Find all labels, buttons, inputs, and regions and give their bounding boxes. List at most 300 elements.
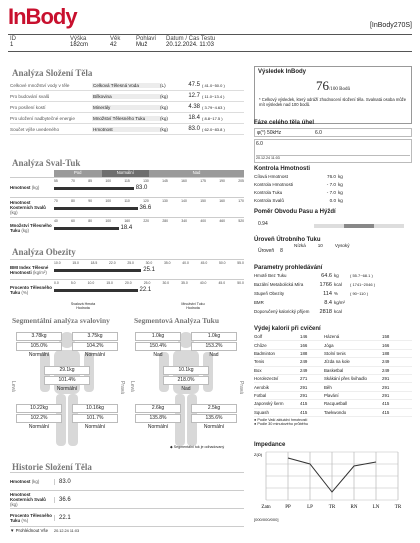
- energy-activity: Aerobik: [254, 384, 269, 390]
- bar-scale: [54, 261, 244, 265]
- energy-row: [254, 341, 412, 349]
- id-label: ID: [10, 36, 16, 42]
- history-label-text: Hmotnost: [10, 479, 31, 484]
- composition-desc: Pro posílení kostí: [10, 104, 46, 110]
- bar-tick: 70: [54, 198, 58, 203]
- weight-control-label: Kontrola Svalů: [254, 197, 284, 203]
- weight-control-unit: kg: [338, 189, 343, 195]
- weight-control-value: 0.0: [329, 197, 336, 203]
- composition-desc: Pro uložení nadbytečné energie: [10, 115, 75, 121]
- energy-row: [254, 333, 412, 341]
- score-panel: [254, 66, 412, 124]
- composition-row: [10, 124, 244, 135]
- bar-label: [10, 223, 54, 233]
- bar-tick: 60: [71, 218, 75, 223]
- weight-control-value: - 7.0: [326, 189, 336, 195]
- segment-cell: [16, 404, 62, 431]
- impedance-title: Impedance: [254, 442, 286, 448]
- composition-row: [10, 80, 244, 91]
- bar-area: [54, 199, 244, 217]
- bar-tick: 25.0: [127, 260, 134, 265]
- bar-label-unit: (kg): [10, 210, 18, 215]
- history-label-text: Hmotnost Kosterních Svalů: [10, 492, 46, 502]
- energy-kcal: 249: [300, 359, 308, 365]
- composition-range: ( 8.8~17.5 ): [202, 115, 223, 121]
- energy-row: [254, 367, 412, 375]
- param-row: [254, 280, 412, 289]
- energy-activity: Skákání přes švihadlo: [324, 376, 367, 382]
- energy-activity: Taekwondo: [324, 409, 347, 415]
- history-table: [10, 472, 244, 534]
- id-value: 1: [10, 42, 14, 48]
- segment-kg: 10.22kg: [16, 404, 62, 413]
- history-label: [10, 492, 54, 507]
- history-row: [10, 472, 244, 490]
- impedance-footer: [000/000/000]: [254, 517, 279, 522]
- bar-label: [10, 200, 54, 215]
- bar-fill: [54, 289, 138, 292]
- energy-activity: Házená: [324, 334, 340, 340]
- weight-control-value: - 7.0: [326, 181, 336, 187]
- history-label: [10, 479, 54, 484]
- energy-row: [254, 350, 412, 358]
- param-value: 2818: [319, 308, 332, 315]
- segment-pct: 101.4%: [44, 376, 90, 385]
- segment-right-label: Pravá: [238, 381, 244, 395]
- obesity-title: Analýza Obezity: [12, 247, 76, 257]
- bar-scale: [54, 179, 244, 183]
- muscle-fat-title: Analýza Sval-Tuk: [12, 158, 81, 168]
- energy-kcal: 291: [382, 376, 390, 382]
- bar-tick: 40.0: [199, 280, 207, 285]
- energy-activity: Box: [254, 367, 262, 373]
- composition-desc: Součet výše uvedeného: [10, 126, 60, 132]
- muscle-fat-table: [10, 170, 244, 237]
- energy-activity: Chůze: [254, 342, 267, 348]
- segment-status: Normální: [84, 424, 106, 430]
- bar-tick: 100: [105, 218, 111, 223]
- date-label: Datum / Čas Testu: [166, 36, 216, 42]
- energy-activity: Plavání: [324, 392, 339, 398]
- param-unit: kcal: [334, 309, 342, 314]
- bar-tick: 10.0: [87, 280, 95, 285]
- energy-activity: Basketbal: [324, 367, 344, 373]
- segment-cell: [44, 366, 90, 393]
- energy-panel: [254, 326, 412, 426]
- lean-legend-right: Hodnota: [76, 306, 90, 310]
- bar-tick: 340: [181, 218, 187, 223]
- bar-label-unit: (kg): [30, 185, 40, 190]
- composition-name: Minerály: [92, 105, 160, 110]
- bar-scale: [54, 199, 244, 203]
- history-footer: [10, 526, 244, 534]
- segment-cell: [191, 404, 237, 431]
- param-label: Hmotě Bez Tuku: [254, 273, 287, 278]
- model-label: [InBody270S]: [369, 22, 412, 29]
- bar-tick: 400: [200, 218, 206, 223]
- weight-control-row: [254, 196, 412, 204]
- bar-tick: 0.0: [54, 280, 59, 285]
- energy-row: [254, 409, 412, 417]
- segment-pct: 104.2%: [72, 342, 118, 351]
- param-range: ( 90~110 ): [350, 291, 369, 296]
- impedance-x-label: LN: [372, 505, 380, 510]
- energy-activity: Badminton: [254, 350, 275, 356]
- weight-control-value: 76.0: [327, 173, 336, 179]
- score-title: Výsledek InBody: [258, 69, 307, 75]
- bar-row: [10, 279, 244, 299]
- params-panel: [254, 265, 412, 316]
- bar-tick: 25.0: [143, 280, 151, 285]
- energy-kcal: 188: [300, 350, 308, 356]
- segment-pct: 153.2%: [191, 342, 237, 351]
- segmental-fat-title: Segmentová Analýza Tuku: [134, 316, 220, 325]
- composition-name: Hmotnost: [92, 127, 160, 132]
- waist-hip-title: Poměr Obvodu Pasu a Hýždí: [254, 209, 336, 215]
- history-label: [10, 513, 54, 523]
- lean-legend: [68, 302, 98, 310]
- weight-control-label: Kontrola Tuku: [254, 189, 283, 195]
- composition-name: Množství Tělesného Tuku: [92, 116, 160, 121]
- zone-label: Nad: [149, 170, 244, 177]
- composition-value: 47.5: [188, 82, 200, 88]
- energy-activity: Jízda na kole: [324, 359, 350, 365]
- composition-unit: (kg): [160, 93, 168, 99]
- segment-cell: [163, 366, 209, 393]
- energy-activity: Horolezectví: [254, 376, 279, 382]
- energy-kcal: 166: [300, 342, 308, 348]
- bar-tick: 45.0: [200, 260, 208, 265]
- zone-header: [54, 170, 244, 177]
- impedance-x-label: Zatn: [261, 505, 271, 510]
- energy-kcal: 291: [300, 392, 308, 398]
- energy-kcal: 291: [382, 392, 390, 398]
- composition-unit: (kg): [160, 115, 168, 121]
- segment-pct: 101.7%: [72, 414, 118, 423]
- composition-unit: (kg): [160, 104, 168, 110]
- segment-pct: 135.6%: [191, 414, 237, 423]
- visceral-panel: [254, 237, 412, 254]
- history-row: [10, 490, 244, 508]
- energy-kcal: 249: [300, 367, 308, 373]
- bar-tick: 85: [88, 178, 93, 183]
- bar-fill: [54, 187, 134, 190]
- fat-legend: [178, 302, 208, 310]
- bar-tick: 40.0: [182, 260, 189, 265]
- segment-cell: [135, 404, 181, 431]
- bar-label-unit: (kg): [20, 227, 29, 233]
- weight-control-unit: kg: [338, 181, 343, 187]
- history-unit: (%): [20, 517, 29, 523]
- energy-note: ● Podle 30 minutového průběhu: [254, 421, 309, 426]
- segment-kg: 3.75kg: [72, 332, 118, 341]
- energy-row: [254, 375, 412, 383]
- energy-activity: Japonský šerm: [254, 401, 284, 407]
- composition-value: 83.0: [188, 126, 200, 132]
- energy-row: [254, 400, 412, 408]
- params-title: Parametry prohledávání: [254, 265, 323, 271]
- segment-kg: 10.1kg: [163, 366, 209, 375]
- fat-legend-left: Množství Tuku: [181, 302, 205, 306]
- segment-left-label: Levá: [129, 381, 135, 392]
- bar-value: 36.6: [139, 204, 152, 211]
- brand-logo: InBody: [8, 4, 77, 29]
- param-value: 1766: [319, 281, 332, 288]
- segment-kg: 3.78kg: [16, 332, 62, 341]
- segment-status: Normální: [203, 424, 225, 430]
- bar-scale: [54, 281, 244, 285]
- energy-activity: Squash: [254, 409, 269, 415]
- bar-label-unit: (kg/m²): [31, 269, 47, 275]
- visceral-label: Úroveň: [258, 248, 275, 254]
- energy-kcal: 415: [382, 401, 390, 407]
- param-unit: kg/m²: [334, 300, 345, 305]
- segment-cell: [72, 332, 118, 359]
- composition-range: ( 11.0~13.4 ): [202, 93, 225, 99]
- bar-tick: 5.0: [70, 280, 76, 285]
- phase-history-value: 6.0: [256, 141, 263, 147]
- energy-kcal: 188: [382, 350, 390, 356]
- energy-row: [254, 358, 412, 366]
- bar-tick: 520: [238, 218, 244, 223]
- composition-desc: Celkové množství vody v těle: [10, 82, 70, 88]
- phase-label: φ(°) 50kHz: [257, 129, 282, 136]
- impedance-x-label: TR: [328, 505, 336, 510]
- energy-activity: Jóga: [324, 342, 334, 348]
- impedance-chart: [254, 448, 412, 512]
- bar-row: [10, 197, 244, 217]
- composition-range: ( 62.0~83.8 ): [202, 126, 225, 132]
- energy-kcal: 415: [300, 401, 308, 407]
- energy-kcal: 249: [382, 367, 390, 373]
- energy-kcal: 271: [300, 376, 308, 382]
- segmental-fat-panel: [129, 326, 244, 451]
- score-value: 76: [316, 78, 329, 93]
- param-row: [254, 271, 412, 280]
- energy-kcal: 158: [382, 334, 390, 340]
- energy-kcal: 249: [382, 359, 390, 365]
- energy-kcal: 415: [300, 409, 308, 415]
- energy-kcal: 146: [300, 334, 308, 340]
- segment-status: Normální: [56, 386, 78, 392]
- bar-tick: 15.0: [72, 260, 79, 265]
- bar-row: [10, 217, 244, 237]
- bar-area: [54, 261, 244, 279]
- bar-tick: 100: [105, 178, 112, 183]
- bar-tick: 130: [162, 198, 168, 203]
- segment-kg: 1.0kg: [191, 332, 237, 341]
- composition-unit: (L): [160, 82, 166, 88]
- composition-value: 4.38: [188, 104, 200, 110]
- weight-control-row: [254, 188, 412, 196]
- bar-label-text: BMI Index Tělesné Hmotnosti: [10, 264, 49, 275]
- bar-tick: 35.0: [163, 260, 171, 265]
- bar-row: [10, 259, 244, 279]
- history-value: 36.6: [54, 497, 71, 503]
- bar-value: 83.0: [135, 184, 148, 191]
- composition-range: ( 3.79~4.63 ): [202, 104, 225, 110]
- history-unit: (kg): [10, 502, 18, 507]
- bar-label-text: Množství Tělesného Tuku: [10, 222, 52, 233]
- composition-unit: (kg): [160, 126, 168, 132]
- param-range: ( 1741~2046 ): [350, 282, 376, 287]
- score-suffix: /100 Bodů: [329, 87, 350, 92]
- segmental-fat-note: ◆ Segmentální tuk je odhadovaný: [170, 445, 225, 449]
- bar-area: [54, 281, 244, 299]
- energy-activity: Racquetball: [324, 401, 348, 407]
- visceral-value: 8: [280, 248, 283, 254]
- param-row: [254, 307, 412, 316]
- bar-tick: 115: [124, 178, 130, 183]
- weight-control-label: Cílová Hmotnost: [254, 173, 288, 179]
- bar-area: [54, 179, 244, 197]
- bar-tick: 80: [71, 198, 75, 203]
- impedance-unit: Z(Ω): [254, 452, 263, 457]
- bar-tick: 45.0: [218, 280, 226, 285]
- segment-status: Normální: [84, 352, 106, 358]
- waist-hip-value: 0.94: [258, 221, 268, 227]
- bar-tick: 170: [238, 198, 244, 203]
- bar-tick: 110: [124, 198, 130, 203]
- energy-activity: Fotbal: [254, 392, 267, 398]
- segmental-lean-title: Segmentální analýza svaloviny: [12, 316, 110, 325]
- bar-tick: 22.0: [108, 260, 116, 265]
- weight-control-panel: [254, 166, 412, 204]
- energy-title: Výdej kalorií při cvičení: [254, 326, 321, 332]
- bar-tick: 460: [219, 218, 225, 223]
- impedance-x-label: LP: [307, 505, 313, 510]
- composition-desc: Pro budování svalů: [10, 93, 50, 99]
- bar-row: [10, 177, 244, 197]
- energy-activity: Golf: [254, 334, 263, 340]
- segment-cell: [16, 332, 62, 359]
- bar-tick: 280: [162, 218, 168, 223]
- phase-value: 6.0: [315, 129, 322, 136]
- energy-row: [254, 392, 412, 400]
- gender-label: Pohlaví: [136, 36, 157, 42]
- score-note: * Celkový výsledek, který odráží zhodnocení složení těla. Svalnatá osoba může mít výsledek nad 100 bodů.: [259, 97, 407, 107]
- segment-status: Normální: [28, 352, 50, 358]
- bar-tick: 30.0: [145, 260, 153, 265]
- visceral-high: Vysoký: [334, 243, 350, 248]
- segment-right-label: Pravá: [119, 381, 125, 395]
- impedance-x-label: RN: [350, 505, 358, 510]
- param-row: [254, 289, 412, 298]
- param-label: Doporučený kalorický příjem: [254, 309, 310, 314]
- history-view-all[interactable]: ▼ Prohlédnout Vše: [10, 528, 49, 533]
- segment-status: Nad: [153, 352, 163, 358]
- bar-tick: 30.0: [162, 280, 170, 285]
- bar-tick: 10.0: [54, 260, 61, 265]
- segment-left-label: Levá: [10, 381, 16, 392]
- bar-fill: [54, 269, 141, 272]
- energy-activity: Stolní tenis: [324, 350, 346, 356]
- bar-value: 18.4: [120, 224, 133, 231]
- bar-tick: 160: [124, 218, 130, 223]
- energy-row: [254, 383, 412, 391]
- visceral-mid: 10: [317, 243, 323, 248]
- composition-row: [10, 91, 244, 102]
- param-range: ( 55.7~68.1 ): [350, 273, 373, 278]
- zone-label: Normální: [102, 170, 150, 177]
- weight-control-unit: kg: [338, 197, 343, 203]
- energy-kcal: 291: [382, 384, 390, 390]
- bar-tick: 175: [200, 178, 206, 183]
- bar-tick: 18.5: [90, 260, 98, 265]
- phase-history-date: 20.12.24 11:03: [256, 155, 410, 160]
- age-label: Věk: [110, 36, 121, 42]
- bar-tick: 145: [162, 178, 168, 183]
- param-unit: kg: [334, 273, 339, 278]
- bar-area: [54, 219, 244, 237]
- segment-status: Nad: [209, 352, 219, 358]
- weight-control-row: [254, 172, 412, 180]
- bar-label: [10, 265, 54, 275]
- bar-scale: [54, 219, 244, 223]
- bar-tick: 15.0: [106, 280, 113, 285]
- param-row: [254, 298, 412, 307]
- bar-label: [10, 185, 54, 190]
- bar-tick: 120: [143, 198, 149, 203]
- segment-status: Normální: [147, 424, 169, 430]
- segment-cell: [72, 404, 118, 431]
- bar-tick: 35.0: [181, 280, 188, 285]
- segment-pct: 135.8%: [135, 414, 181, 423]
- param-value: 64.6: [321, 272, 332, 279]
- composition-value: 12.7: [188, 93, 200, 99]
- waist-hip-panel: [254, 209, 412, 230]
- bar-tick: 55: [54, 178, 58, 183]
- bar-fill: [54, 207, 138, 210]
- composition-value: 18.4: [188, 115, 200, 121]
- composition-table: [10, 80, 244, 135]
- weight-control-row: [254, 180, 412, 188]
- bar-tick: 80: [88, 218, 92, 223]
- bar-tick: 55.0: [237, 260, 244, 265]
- age-value: 42: [110, 42, 117, 48]
- weight-control-title: Kontrola Hmotnosti: [254, 166, 310, 172]
- energy-kcal: 415: [382, 409, 390, 415]
- segment-pct: 105.0%: [16, 342, 62, 351]
- history-label-text: Procento Tělesného Tuku: [10, 512, 52, 523]
- weight-control-unit: kg: [338, 173, 343, 179]
- energy-kcal: 166: [382, 342, 390, 348]
- bar-label-text: Hmotnost Kosterních Svalů: [10, 200, 46, 210]
- composition-name: Bílkovina: [92, 94, 160, 99]
- segment-kg: 2.5kg: [191, 404, 237, 413]
- history-value: 83.0: [54, 479, 71, 485]
- composition-title: Analýza Složení Těla: [12, 68, 93, 78]
- history-date: 20.12.24 11:03: [54, 528, 80, 533]
- bar-label-text: Hmotnost: [10, 185, 31, 190]
- history-unit: (kg): [30, 479, 40, 484]
- segment-kg: 10.16kg: [72, 404, 118, 413]
- date-value: 20.12.2024. 11:03: [166, 42, 214, 48]
- bar-tick: 130: [143, 178, 149, 183]
- bar-tick: 20.0: [125, 280, 132, 285]
- patient-header: [8, 34, 412, 52]
- bar-tick: 220: [143, 218, 149, 223]
- segment-pct: 102.2%: [16, 414, 62, 423]
- bar-tick: 100: [105, 198, 112, 203]
- history-row: [10, 508, 244, 526]
- gender-value: Muž: [136, 42, 148, 48]
- composition-row: [10, 102, 244, 113]
- bar-tick: 140: [181, 198, 187, 203]
- bar-fill: [54, 227, 119, 230]
- bar-tick: 160: [219, 198, 225, 203]
- segment-kg: 1.0kg: [135, 332, 181, 341]
